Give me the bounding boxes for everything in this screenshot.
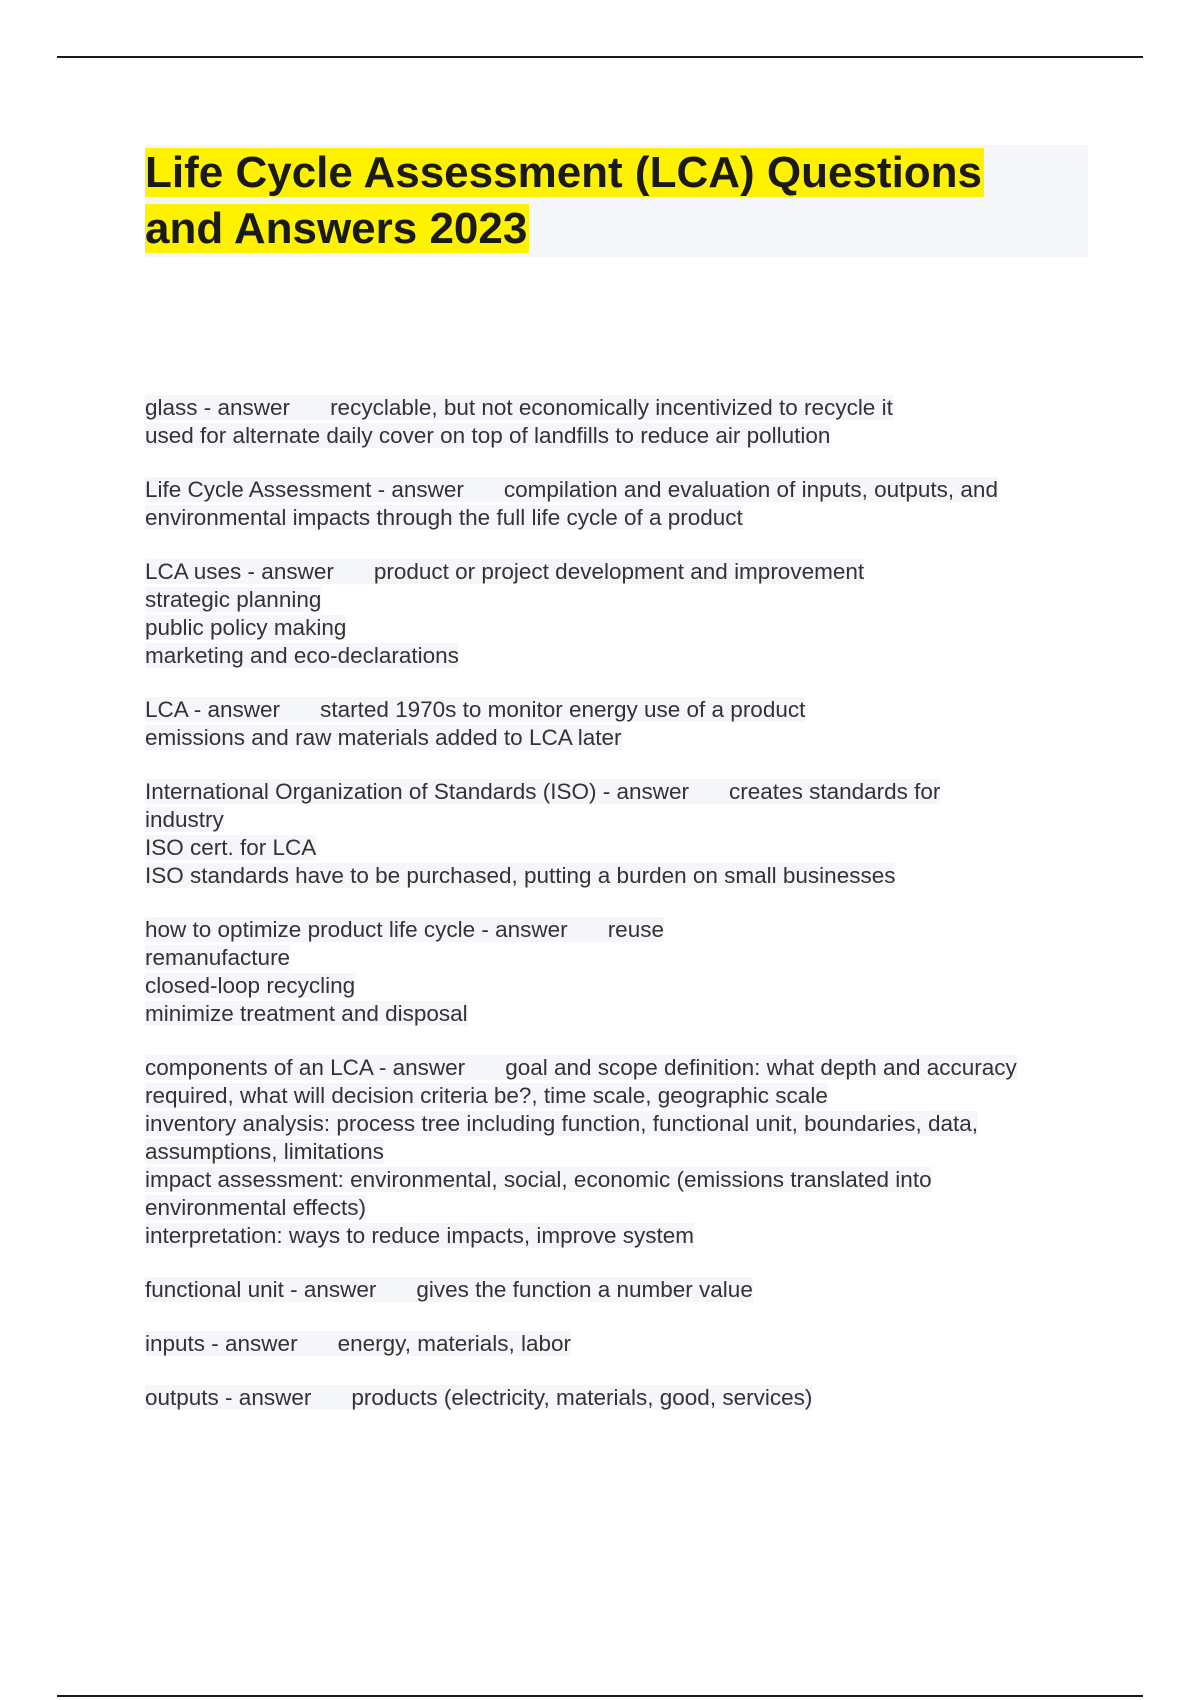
qa-first-line: [145, 917, 664, 942]
qa-line: [145, 1054, 1085, 1082]
qa-answer-line: [145, 835, 316, 860]
qa-answer-text: ISO standards have to be purchased, putting a burden on small businesses: [145, 863, 896, 888]
qa-answer-line: [145, 973, 355, 998]
qa-line: [145, 944, 1085, 972]
qa-term: how to optimize product life cycle - answer: [145, 917, 568, 942]
qa-entry: [145, 476, 1085, 532]
qa-term: International Organization of Standards (ISO) - answer: [145, 779, 690, 804]
top-rule: [57, 56, 1143, 58]
qa-answer-text: creates standards for: [729, 779, 941, 804]
qa-entry: [145, 916, 1085, 1028]
qa-first-line: [145, 1055, 1017, 1080]
qa-line: [145, 1222, 1085, 1250]
qa-line: [145, 834, 1085, 862]
qa-answer-line: [145, 587, 321, 612]
qa-answer-line: [145, 725, 622, 750]
qa-answer-line: [145, 1083, 828, 1108]
qa-answer-text: environmental effects): [145, 1195, 366, 1220]
qa-line: [145, 1000, 1085, 1028]
qa-line: [145, 558, 1085, 586]
qa-answer-line: [145, 1001, 468, 1026]
qa-entry: [145, 1054, 1085, 1250]
qa-line: [145, 476, 1085, 504]
qa-answer-line: [145, 1167, 932, 1192]
qa-answer-text: strategic planning: [145, 587, 322, 612]
qa-line: [145, 422, 1085, 450]
qa-first-line: [145, 559, 864, 584]
qa-line: [145, 1138, 1085, 1166]
qa-term: components of an LCA - answer: [145, 1055, 466, 1080]
qa-answer-text: closed-loop recycling: [145, 973, 356, 998]
qa-entry: [145, 558, 1085, 670]
qa-first-line: [145, 1385, 812, 1410]
qa-answer-text: marketing and eco-declarations: [145, 643, 459, 668]
qa-answer-text: emissions and raw materials added to LCA later: [145, 725, 622, 750]
qa-first-line: [145, 779, 940, 804]
qa-entry: [145, 1330, 1085, 1358]
qa-line: [145, 696, 1085, 724]
qa-answer-text: product or project development and improvement: [373, 559, 865, 584]
title-line-1: Life Cycle Assessment (LCA) Questions: [145, 148, 983, 197]
qa-first-line: [145, 1331, 571, 1356]
qa-list: [145, 394, 1085, 1438]
qa-answer-text: minimize treatment and disposal: [145, 1001, 468, 1026]
qa-line: [145, 1082, 1085, 1110]
qa-line: [145, 642, 1085, 670]
qa-first-line: [145, 1277, 753, 1302]
qa-answer-text: energy, materials, labor: [337, 1331, 572, 1356]
qa-answer-text: compilation and evaluation of inputs, outputs, and: [503, 477, 998, 502]
document-title: [145, 145, 1088, 257]
title-block: [145, 145, 1088, 257]
qa-term: LCA uses - answer: [145, 559, 334, 584]
qa-line: [145, 862, 1085, 890]
qa-answer-line: [145, 423, 830, 448]
qa-answer-line: [145, 1139, 384, 1164]
qa-answer-text: inventory analysis: process tree including function, functional unit, boundaries, data,: [145, 1111, 978, 1136]
qa-entry: [145, 1384, 1085, 1412]
qa-answer-text: interpretation: ways to reduce impacts, improve system: [145, 1223, 694, 1248]
qa-answer-text: environmental impacts through the full life cycle of a product: [145, 505, 743, 530]
qa-answer-text: products (electricity, materials, good, services): [351, 1385, 813, 1410]
qa-line: [145, 1166, 1085, 1194]
qa-line: [145, 1194, 1085, 1222]
qa-entry: [145, 778, 1085, 890]
title-line-2: and Answers 2023: [145, 204, 528, 253]
qa-answer-text: industry: [145, 807, 224, 832]
qa-term: LCA - answer: [145, 697, 281, 722]
qa-answer-line: [145, 505, 743, 530]
qa-answer-text: recyclable, but not economically incentivized to recycle it: [330, 395, 893, 420]
qa-answer-line: [145, 945, 290, 970]
qa-answer-text: public policy making: [145, 615, 347, 640]
qa-answer-text: used for alternate daily cover on top of landfills to reduce air pollution: [145, 423, 831, 448]
qa-answer-line: [145, 807, 224, 832]
qa-answer-text: remanufacture: [145, 945, 291, 970]
qa-entry: [145, 394, 1085, 450]
qa-first-line: [145, 395, 893, 420]
qa-line: [145, 1276, 1085, 1304]
qa-answer-line: [145, 615, 346, 640]
qa-line: [145, 614, 1085, 642]
qa-answer-line: [145, 643, 459, 668]
qa-line: [145, 504, 1085, 532]
qa-answer-line: [145, 1111, 978, 1136]
qa-term: Life Cycle Assessment - answer: [145, 477, 464, 502]
qa-answer-line: [145, 1195, 366, 1220]
qa-term: functional unit - answer: [145, 1277, 377, 1302]
qa-answer-text: reuse: [607, 917, 664, 942]
qa-term: inputs - answer: [145, 1331, 298, 1356]
qa-line: [145, 586, 1085, 614]
qa-answer-text: ISO cert. for LCA: [145, 835, 317, 860]
qa-entry: [145, 696, 1085, 752]
qa-answer-text: goal and scope definition: what depth and accuracy: [505, 1055, 1017, 1080]
qa-line: [145, 1110, 1085, 1138]
qa-line: [145, 916, 1085, 944]
qa-line: [145, 972, 1085, 1000]
bottom-rule: [57, 1695, 1143, 1697]
qa-entry: [145, 1276, 1085, 1304]
qa-line: [145, 1330, 1085, 1358]
qa-first-line: [145, 477, 998, 502]
qa-answer-text: impact assessment: environmental, social, economic (emissions translated into: [145, 1167, 932, 1192]
qa-first-line: [145, 697, 805, 722]
qa-answer-text: required, what will decision criteria be?, time scale, geographic scale: [145, 1083, 828, 1108]
qa-term: glass - answer: [145, 395, 291, 420]
qa-answer-text: assumptions, limitations: [145, 1139, 384, 1164]
qa-term: outputs - answer: [145, 1385, 312, 1410]
qa-line: [145, 724, 1085, 752]
qa-line: [145, 1384, 1085, 1412]
qa-line: [145, 778, 1085, 806]
qa-line: [145, 394, 1085, 422]
qa-line: [145, 806, 1085, 834]
qa-answer-text: gives the function a number value: [416, 1277, 753, 1302]
qa-answer-line: [145, 863, 895, 888]
qa-answer-text: started 1970s to monitor energy use of a product: [320, 697, 806, 722]
qa-answer-line: [145, 1223, 694, 1248]
